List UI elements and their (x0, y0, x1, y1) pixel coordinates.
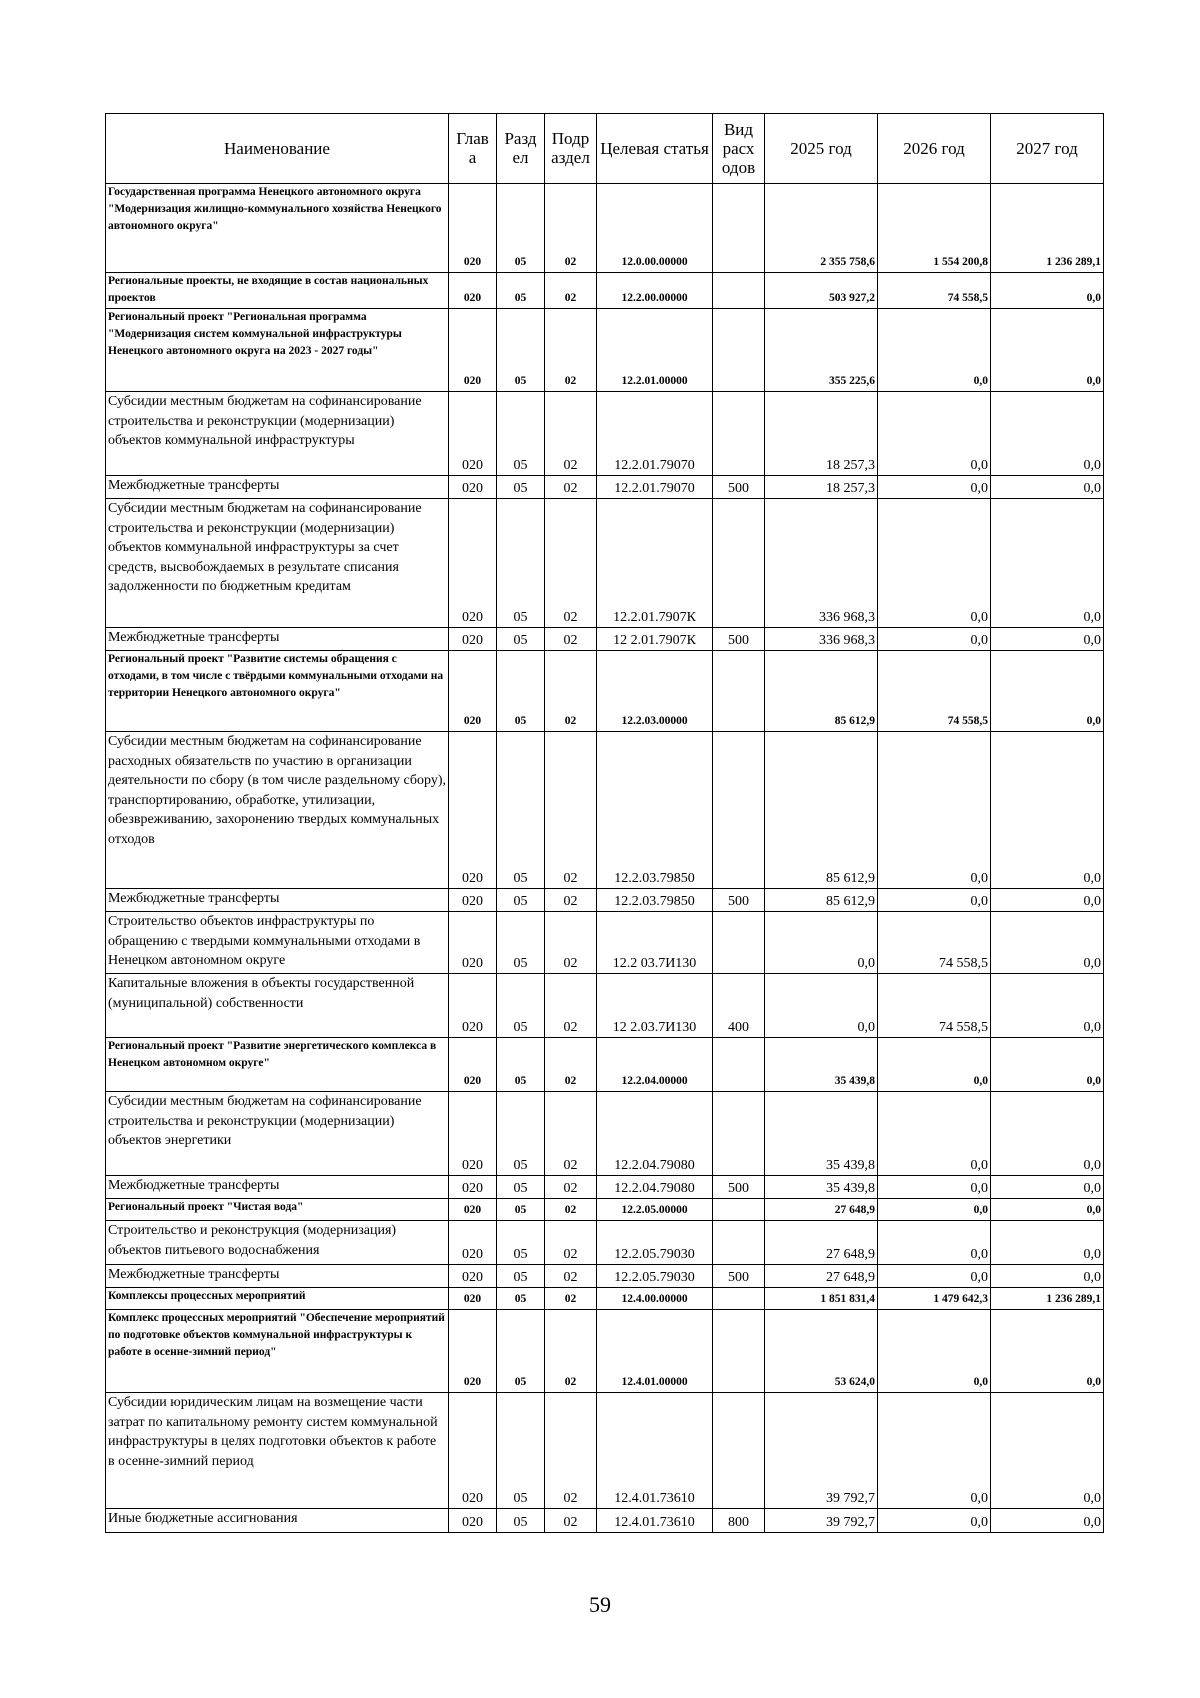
cell-2027: 0,0 (991, 1265, 1104, 1288)
cell-razdel: 05 (497, 1221, 545, 1265)
cell-tselevaya: 12.2.03.00000 (597, 651, 713, 732)
cell-2025: 27 648,9 (765, 1221, 878, 1265)
cell-podrazdel: 02 (545, 1288, 597, 1310)
cell-vid: 500 (713, 628, 765, 651)
cell-razdel: 05 (497, 1310, 545, 1393)
cell-tselevaya: 12.4.01.73610 (597, 1509, 713, 1533)
cell-2026: 0,0 (878, 476, 991, 499)
cell-tselevaya: 12.2.03.79850 (597, 732, 713, 889)
cell-2025: 85 612,9 (765, 889, 878, 912)
cell-2025: 2 355 758,6 (765, 184, 878, 273)
cell-glava: 020 (449, 273, 497, 309)
cell-podrazdel: 02 (545, 974, 597, 1038)
cell-tselevaya: 12 2.01.7907К (597, 628, 713, 651)
cell-tselevaya: 12.2.04.79080 (597, 1092, 713, 1176)
cell-razdel: 05 (497, 273, 545, 309)
header-2027: 2027 год (991, 114, 1104, 184)
cell-name: Комплекс процессных мероприятий "Обеспечение мероприятий по подготовке объектов коммунальной инфраструктуры к работе в осенне-зимний период" (106, 1310, 449, 1393)
cell-vid (713, 309, 765, 392)
cell-glava: 020 (449, 1288, 497, 1310)
cell-name: Государственная программа Ненецкого автономного округа "Модернизация жилищно-коммунального хозяйства Ненецкого автономного округа" (106, 184, 449, 273)
cell-podrazdel: 02 (545, 309, 597, 392)
cell-razdel: 05 (497, 1176, 545, 1199)
cell-razdel: 05 (497, 1199, 545, 1221)
cell-vid: 400 (713, 974, 765, 1038)
cell-razdel: 05 (497, 499, 545, 628)
cell-tselevaya: 12.2.05.79030 (597, 1221, 713, 1265)
table-row (106, 651, 1104, 732)
cell-glava: 020 (449, 499, 497, 628)
cell-2025: 35 439,8 (765, 1092, 878, 1176)
cell-2025: 18 257,3 (765, 476, 878, 499)
cell-glava: 020 (449, 1221, 497, 1265)
cell-glava: 020 (449, 912, 497, 974)
cell-name: Капитальные вложения в объекты государственной (муниципальной) собственности (106, 974, 449, 1038)
cell-2027: 1 236 289,1 (991, 184, 1104, 273)
table-row (106, 1092, 1104, 1176)
cell-glava: 020 (449, 184, 497, 273)
table-row (106, 273, 1104, 309)
cell-podrazdel: 02 (545, 1199, 597, 1221)
header-row (106, 114, 1104, 184)
cell-2027: 0,0 (991, 273, 1104, 309)
cell-2027: 0,0 (991, 1038, 1104, 1092)
cell-vid (713, 1393, 765, 1509)
cell-tselevaya: 12.4.00.00000 (597, 1288, 713, 1310)
cell-razdel: 05 (497, 1288, 545, 1310)
cell-razdel: 05 (497, 1265, 545, 1288)
cell-tselevaya: 12 2.03.7И130 (597, 974, 713, 1038)
table-row (106, 974, 1104, 1038)
cell-name: Межбюджетные трансферты (106, 476, 449, 499)
cell-tselevaya: 12.2.01.79070 (597, 476, 713, 499)
cell-glava: 020 (449, 1176, 497, 1199)
cell-podrazdel: 02 (545, 1310, 597, 1393)
cell-podrazdel: 02 (545, 1038, 597, 1092)
cell-2025: 39 792,7 (765, 1509, 878, 1533)
cell-2026: 0,0 (878, 628, 991, 651)
cell-glava: 020 (449, 974, 497, 1038)
cell-2026: 0,0 (878, 499, 991, 628)
cell-2027: 0,0 (991, 651, 1104, 732)
table-row (106, 1310, 1104, 1393)
cell-2025: 336 968,3 (765, 628, 878, 651)
table-row (106, 1038, 1104, 1092)
cell-2027: 0,0 (991, 1176, 1104, 1199)
cell-podrazdel: 02 (545, 1221, 597, 1265)
cell-name: Комплексы процессных мероприятий (106, 1288, 449, 1310)
cell-glava: 020 (449, 392, 497, 476)
cell-2026: 1 554 200,8 (878, 184, 991, 273)
cell-razdel: 05 (497, 889, 545, 912)
cell-2025: 18 257,3 (765, 392, 878, 476)
cell-tselevaya: 12.2.01.79070 (597, 392, 713, 476)
table-row (106, 309, 1104, 392)
cell-2025: 39 792,7 (765, 1393, 878, 1509)
table-row (106, 392, 1104, 476)
cell-tselevaya: 12.0.00.00000 (597, 184, 713, 273)
cell-name: Субсидии местным бюджетам на софинансирование строительства и реконструкции (модернизации) объектов коммунальной инфраструктуры за счет средств, высвобождаемых в результате списания задолженности по бюджетным кредитам (106, 499, 449, 628)
cell-vid (713, 1310, 765, 1393)
cell-razdel: 05 (497, 476, 545, 499)
cell-tselevaya: 12.2 03.7И130 (597, 912, 713, 974)
cell-razdel: 05 (497, 912, 545, 974)
table-row (106, 889, 1104, 912)
cell-2027: 0,0 (991, 392, 1104, 476)
cell-2027: 0,0 (991, 889, 1104, 912)
cell-podrazdel: 02 (545, 889, 597, 912)
cell-vid: 500 (713, 1265, 765, 1288)
cell-name: Региональный проект "Региональная программа "Модернизация систем коммунальной инфраструктуры Ненецкого автономного округа на 2023 - 2027 годы" (106, 309, 449, 392)
cell-razdel: 05 (497, 1393, 545, 1509)
cell-2026: 74 558,5 (878, 912, 991, 974)
cell-tselevaya: 12.2.01.7907К (597, 499, 713, 628)
cell-vid (713, 1038, 765, 1092)
cell-2027: 0,0 (991, 912, 1104, 974)
cell-vid (713, 392, 765, 476)
cell-2026: 0,0 (878, 1393, 991, 1509)
cell-2026: 0,0 (878, 889, 991, 912)
cell-podrazdel: 02 (545, 651, 597, 732)
cell-podrazdel: 02 (545, 392, 597, 476)
cell-glava: 020 (449, 732, 497, 889)
table-row (106, 1265, 1104, 1288)
cell-2026: 74 558,5 (878, 273, 991, 309)
cell-name: Субсидии местным бюджетам на софинансирование расходных обязательств по участию в организации деятельности по сбору (в том числе раздельному сбору), транспортированию, обработке, утилизации, обезвреживанию, захоронению твердых коммунальных отходов (106, 732, 449, 889)
cell-2026: 0,0 (878, 1176, 991, 1199)
cell-vid (713, 184, 765, 273)
cell-razdel: 05 (497, 732, 545, 889)
cell-podrazdel: 02 (545, 1176, 597, 1199)
cell-2027: 0,0 (991, 499, 1104, 628)
cell-name: Строительство объектов инфраструктуры по обращению с твердыми коммунальными отходами в Ненецком автономном округе (106, 912, 449, 974)
header-2025: 2025 год (765, 114, 878, 184)
cell-2025: 27 648,9 (765, 1199, 878, 1221)
cell-tselevaya: 12.4.01.00000 (597, 1310, 713, 1393)
cell-2027: 0,0 (991, 1221, 1104, 1265)
cell-2025: 35 439,8 (765, 1176, 878, 1199)
cell-razdel: 05 (497, 184, 545, 273)
table-row (106, 732, 1104, 889)
cell-podrazdel: 02 (545, 1265, 597, 1288)
cell-2025: 0,0 (765, 912, 878, 974)
table-row (106, 499, 1104, 628)
cell-vid (713, 1288, 765, 1310)
cell-podrazdel: 02 (545, 1092, 597, 1176)
cell-vid (713, 1092, 765, 1176)
cell-2025: 0,0 (765, 974, 878, 1038)
cell-2027: 0,0 (991, 974, 1104, 1038)
cell-vid: 500 (713, 1176, 765, 1199)
cell-2025: 355 225,6 (765, 309, 878, 392)
table-row (106, 184, 1104, 273)
header-vid: Вид расх одов (713, 114, 765, 184)
cell-2025: 1 851 831,4 (765, 1288, 878, 1310)
table-row (106, 1176, 1104, 1199)
cell-vid (713, 732, 765, 889)
cell-2025: 35 439,8 (765, 1038, 878, 1092)
cell-razdel: 05 (497, 628, 545, 651)
table-row (106, 476, 1104, 499)
cell-vid (713, 912, 765, 974)
cell-2026: 1 479 642,3 (878, 1288, 991, 1310)
cell-2026: 0,0 (878, 732, 991, 889)
cell-podrazdel: 02 (545, 628, 597, 651)
cell-2025: 27 648,9 (765, 1265, 878, 1288)
cell-2026: 0,0 (878, 1310, 991, 1393)
cell-razdel: 05 (497, 1509, 545, 1533)
cell-glava: 020 (449, 1393, 497, 1509)
cell-2026: 0,0 (878, 1038, 991, 1092)
cell-podrazdel: 02 (545, 273, 597, 309)
cell-2027: 0,0 (991, 732, 1104, 889)
cell-vid: 500 (713, 889, 765, 912)
cell-glava: 020 (449, 651, 497, 732)
cell-2027: 0,0 (991, 1199, 1104, 1221)
cell-name: Субсидии местным бюджетам на софинансирование строительства и реконструкции (модернизации) объектов энергетики (106, 1092, 449, 1176)
cell-2026: 74 558,5 (878, 974, 991, 1038)
cell-name: Региональный проект "Чистая вода" (106, 1199, 449, 1221)
table-row (106, 1509, 1104, 1533)
budget-table (105, 113, 1104, 1533)
header-podrazdel: Подр аздел (545, 114, 597, 184)
cell-tselevaya: 12.2.00.00000 (597, 273, 713, 309)
table-row (106, 1199, 1104, 1221)
cell-2027: 0,0 (991, 628, 1104, 651)
table-row (106, 912, 1104, 974)
cell-2027: 0,0 (991, 1310, 1104, 1393)
table-row (106, 1221, 1104, 1265)
cell-razdel: 05 (497, 392, 545, 476)
table-body (106, 184, 1104, 1533)
cell-2026: 0,0 (878, 1199, 991, 1221)
cell-podrazdel: 02 (545, 732, 597, 889)
cell-2026: 74 558,5 (878, 651, 991, 732)
cell-glava: 020 (449, 1199, 497, 1221)
cell-glava: 020 (449, 889, 497, 912)
cell-tselevaya: 12.2.04.00000 (597, 1038, 713, 1092)
cell-2026: 0,0 (878, 1092, 991, 1176)
cell-podrazdel: 02 (545, 476, 597, 499)
cell-name: Межбюджетные трансферты (106, 628, 449, 651)
header-2026: 2026 год (878, 114, 991, 184)
cell-vid: 800 (713, 1509, 765, 1533)
cell-razdel: 05 (497, 1038, 545, 1092)
cell-2027: 0,0 (991, 1509, 1104, 1533)
cell-podrazdel: 02 (545, 184, 597, 273)
cell-glava: 020 (449, 309, 497, 392)
cell-2025: 336 968,3 (765, 499, 878, 628)
cell-name: Субсидии местным бюджетам на софинансирование строительства и реконструкции (модернизации) объектов коммунальной инфраструктуры (106, 392, 449, 476)
cell-vid (713, 1199, 765, 1221)
table-row (106, 1288, 1104, 1310)
cell-glava: 020 (449, 1310, 497, 1393)
cell-tselevaya: 12.2.03.79850 (597, 889, 713, 912)
cell-name: Региональный проект "Развитие системы обращения с отходами, в том числе с твёрдыми коммунальными отходами на территории Ненецкого автономного округа" (106, 651, 449, 732)
cell-podrazdel: 02 (545, 499, 597, 628)
table-row (106, 628, 1104, 651)
cell-2026: 0,0 (878, 1509, 991, 1533)
cell-name: Субсидии юридическим лицам на возмещение части затрат по капитальному ремонту систем коммунальной инфраструктуры в целях подготовки объектов к работе в осенне-зимний период (106, 1393, 449, 1509)
cell-tselevaya: 12.2.01.00000 (597, 309, 713, 392)
cell-podrazdel: 02 (545, 1509, 597, 1533)
cell-2027: 0,0 (991, 309, 1104, 392)
table-row (106, 1393, 1104, 1509)
cell-2026: 0,0 (878, 1265, 991, 1288)
cell-tselevaya: 12.4.01.73610 (597, 1393, 713, 1509)
cell-2025: 85 612,9 (765, 651, 878, 732)
cell-name: Межбюджетные трансферты (106, 1265, 449, 1288)
cell-glava: 020 (449, 628, 497, 651)
cell-2027: 0,0 (991, 1393, 1104, 1509)
cell-name: Иные бюджетные ассигнования (106, 1509, 449, 1533)
cell-2027: 0,0 (991, 476, 1104, 499)
cell-glava: 020 (449, 1509, 497, 1533)
header-glava: Глав а (449, 114, 497, 184)
cell-podrazdel: 02 (545, 912, 597, 974)
cell-2025: 53 624,0 (765, 1310, 878, 1393)
cell-glava: 020 (449, 1265, 497, 1288)
page-number: 59 (589, 1592, 611, 1617)
cell-name: Региональные проекты, не входящие в состав национальных проектов (106, 273, 449, 309)
cell-vid (713, 651, 765, 732)
header-tselevaya: Целевая статья (597, 114, 713, 184)
cell-razdel: 05 (497, 1092, 545, 1176)
cell-razdel: 05 (497, 309, 545, 392)
header-name: Наименование (106, 114, 449, 184)
header-razdel: Разд ел (497, 114, 545, 184)
cell-glava: 020 (449, 1038, 497, 1092)
cell-2026: 0,0 (878, 309, 991, 392)
cell-podrazdel: 02 (545, 1393, 597, 1509)
cell-vid (713, 1221, 765, 1265)
cell-tselevaya: 12.2.05.00000 (597, 1199, 713, 1221)
cell-tselevaya: 12.2.04.79080 (597, 1176, 713, 1199)
cell-vid (713, 499, 765, 628)
cell-2027: 0,0 (991, 1092, 1104, 1176)
cell-2027: 1 236 289,1 (991, 1288, 1104, 1310)
cell-name: Межбюджетные трансферты (106, 1176, 449, 1199)
cell-razdel: 05 (497, 974, 545, 1038)
cell-razdel: 05 (497, 651, 545, 732)
cell-tselevaya: 12.2.05.79030 (597, 1265, 713, 1288)
cell-2025: 85 612,9 (765, 732, 878, 889)
cell-name: Межбюджетные трансферты (106, 889, 449, 912)
cell-2025: 503 927,2 (765, 273, 878, 309)
cell-2026: 0,0 (878, 392, 991, 476)
cell-vid (713, 273, 765, 309)
cell-glava: 020 (449, 1092, 497, 1176)
cell-vid: 500 (713, 476, 765, 499)
cell-2026: 0,0 (878, 1221, 991, 1265)
cell-name: Строительство и реконструкция (модернизация) объектов питьевого водоснабжения (106, 1221, 449, 1265)
cell-name: Региональный проект "Развитие энергетического комплекса в Ненецком автономном округе" (106, 1038, 449, 1092)
cell-glava: 020 (449, 476, 497, 499)
